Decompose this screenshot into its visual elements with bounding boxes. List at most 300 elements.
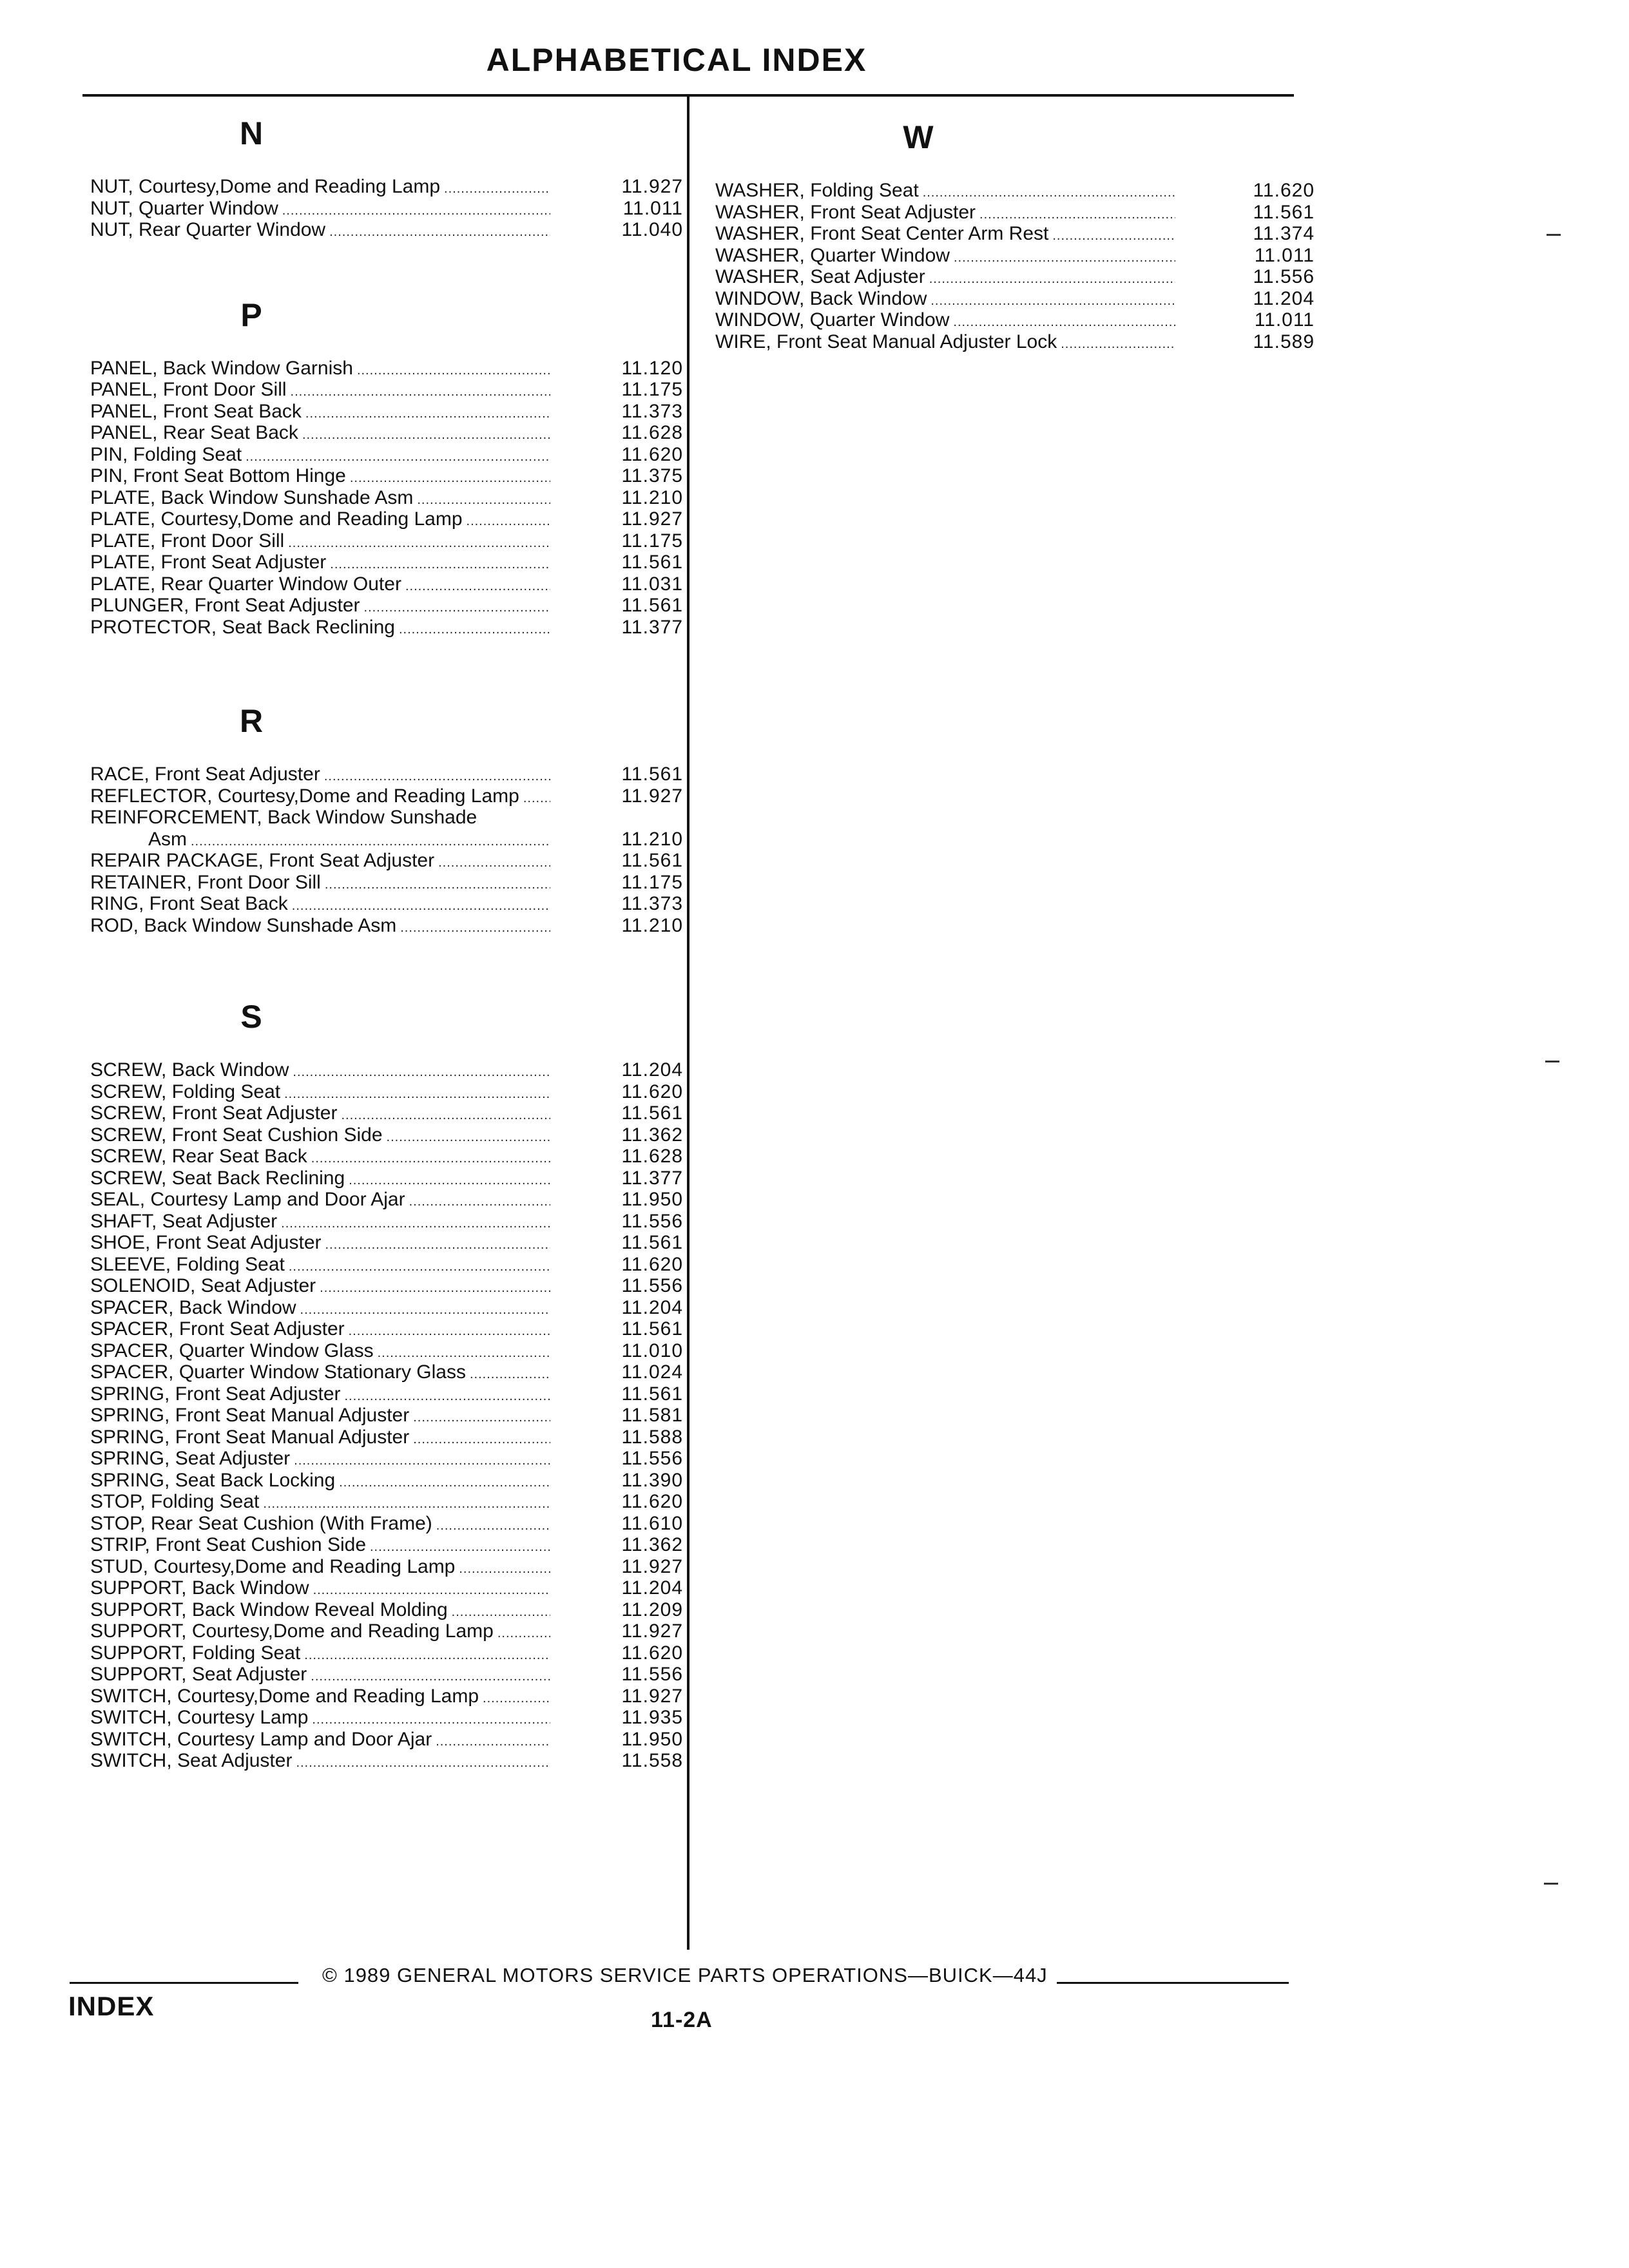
index-entry: [90, 785, 683, 807]
entry-row: [90, 915, 554, 939]
entry-page: 11.175: [621, 530, 683, 552]
entry-page: 11.620: [621, 1642, 683, 1664]
dot-leader: [341, 1105, 550, 1127]
entry-row: [90, 1059, 554, 1084]
entry-name: PLATE, Front Door Sill: [90, 530, 285, 552]
dot-leader: [313, 1580, 550, 1602]
entry-name: WASHER, Front Seat Center Arm Rest: [715, 223, 1049, 244]
entry-row: [90, 444, 554, 468]
entry-page: 11.210: [621, 486, 683, 508]
index-entry: [90, 358, 683, 380]
entry-row: [90, 1491, 554, 1515]
dot-leader: [400, 918, 550, 939]
dot-leader: [304, 1645, 550, 1667]
entry-row: [90, 1340, 554, 1365]
entry-row: [90, 1211, 554, 1235]
entry-row: [90, 1513, 554, 1537]
entry-page: 11.927: [621, 1685, 683, 1707]
index-entry: [90, 1405, 683, 1427]
entry-page: 11.620: [621, 1081, 683, 1102]
entry-row: [90, 465, 554, 490]
entry-row: [90, 1297, 554, 1321]
dot-leader: [497, 1623, 550, 1645]
entry-name: SPRING, Front Seat Manual Adjuster: [90, 1405, 410, 1426]
entry-name: SPACER, Front Seat Adjuster: [90, 1318, 345, 1340]
entry-name: STOP, Folding Seat: [90, 1491, 260, 1512]
entry-row: [90, 552, 554, 576]
dot-leader: [294, 1450, 550, 1472]
entry-name: PLATE, Rear Quarter Window Outer: [90, 573, 401, 595]
dot-leader: [929, 269, 1175, 291]
index-entry: [90, 915, 683, 937]
entry-page: 11.561: [621, 1383, 683, 1405]
index-section-p: [90, 291, 683, 639]
entry-name: PANEL, Front Door Sill: [90, 379, 287, 400]
entry-name: NUT, Courtesy,Dome and Reading Lamp: [90, 176, 441, 197]
entry-row: [90, 487, 554, 512]
entry-page: 11.556: [621, 1664, 683, 1685]
entry-name: WINDOW, Back Window: [715, 287, 927, 309]
entry-name: SUPPORT, Courtesy,Dome and Reading Lamp: [90, 1620, 494, 1642]
entry-name: SHAFT, Seat Adjuster: [90, 1210, 278, 1232]
entry-name: SPRING, Front Seat Adjuster: [90, 1383, 341, 1405]
entry-row: [715, 223, 1179, 247]
entry-page: 11.556: [621, 1210, 683, 1232]
entry-page: 11.561: [621, 1102, 683, 1124]
dot-leader: [320, 1278, 550, 1300]
dot-leader: [311, 1148, 550, 1170]
entry-name: WASHER, Seat Adjuster: [715, 266, 925, 287]
entry-row: [90, 1729, 554, 1753]
entry-row: [90, 1168, 554, 1192]
footer-page-number: 11-2A: [651, 2008, 713, 2032]
index-entry: [90, 1707, 683, 1729]
index-entry: [90, 872, 683, 894]
dot-leader: [979, 204, 1175, 226]
entry-page: 11.210: [621, 914, 683, 936]
index-column-left: [90, 97, 683, 1772]
scan-edge-mark: [1544, 1883, 1558, 1885]
entry-page: 11.935: [621, 1707, 683, 1728]
entry-name: SWITCH, Courtesy Lamp: [90, 1707, 309, 1728]
section-letter: N: [239, 115, 264, 151]
entry-page: 11.031: [621, 573, 683, 595]
dot-leader: [284, 1084, 550, 1106]
entry-name: SPACER, Quarter Window Stationary Glass: [90, 1361, 466, 1383]
scan-edge-mark: [1547, 234, 1561, 236]
index-entry: [90, 850, 683, 872]
entry-name: SPRING, Seat Adjuster: [90, 1448, 291, 1469]
entry-name: SCREW, Front Seat Cushion Side: [90, 1124, 383, 1146]
entry-row: [90, 617, 554, 641]
entry-row: [90, 530, 554, 555]
index-entry: [90, 1729, 683, 1751]
entry-name: SHOE, Front Seat Adjuster: [90, 1232, 322, 1253]
footer-section-label: INDEX: [68, 1991, 155, 2021]
entry-page: 11.210: [621, 828, 683, 850]
entry-name: PIN, Front Seat Bottom Hinge: [90, 465, 346, 486]
index-entry: [90, 617, 683, 639]
dot-leader: [954, 247, 1175, 269]
entry-row: [715, 266, 1179, 291]
dot-leader: [293, 1062, 550, 1084]
entry-name: STRIP, Front Seat Cushion Side: [90, 1534, 366, 1555]
index-entry: [90, 1146, 683, 1168]
index-entry: [90, 1642, 683, 1664]
dot-leader: [305, 403, 550, 425]
entry-name: RETAINER, Front Door Sill: [90, 871, 321, 893]
entry-page: 11.556: [621, 1448, 683, 1469]
entry-row: [715, 288, 1179, 312]
index-entry: [90, 1448, 683, 1470]
entry-name: SCREW, Front Seat Adjuster: [90, 1102, 338, 1124]
entry-page: 11.950: [621, 1728, 683, 1750]
entry-row: [90, 1318, 554, 1343]
index-entry: [90, 379, 683, 401]
entry-page: 11.373: [621, 400, 683, 422]
entry-page: 11.362: [621, 1124, 683, 1146]
dot-leader: [357, 360, 550, 382]
scan-edge-mark: [1545, 1061, 1559, 1062]
entry-page: 11.204: [621, 1059, 683, 1081]
entry-page: 11.927: [621, 508, 683, 530]
entry-page: 11.620: [621, 1253, 683, 1275]
entry-row: [90, 1254, 554, 1278]
index-entry: [90, 508, 683, 530]
column-divider: [687, 94, 689, 1950]
index-entry: [90, 176, 683, 198]
dot-leader: [246, 447, 550, 468]
entry-name: SPACER, Quarter Window Glass: [90, 1340, 374, 1361]
entry-page: 11.610: [621, 1512, 683, 1534]
dot-leader: [436, 1515, 550, 1537]
dot-leader: [417, 490, 550, 512]
entry-page: 11.628: [621, 1146, 683, 1167]
entry-row: [90, 1146, 554, 1170]
index-entry: [715, 331, 1315, 353]
entry-row: [90, 1620, 554, 1645]
index-section-n: [90, 110, 683, 241]
entry-name: RING, Front Seat Back: [90, 893, 288, 914]
index-entry: [90, 1686, 683, 1707]
entry-name: PANEL, Back Window Garnish: [90, 357, 353, 379]
entry-row: [715, 245, 1179, 269]
entry-row: [90, 1081, 554, 1106]
index-entry: [90, 807, 683, 829]
index-entry: [90, 1102, 683, 1124]
entry-name-continuation: Asm: [148, 828, 187, 850]
dot-leader: [438, 852, 550, 874]
entry-row: [90, 1534, 554, 1559]
entry-row: [90, 1642, 554, 1667]
dot-leader: [329, 222, 550, 244]
entry-row: [90, 1361, 554, 1386]
entry-page: 11.927: [621, 785, 683, 807]
entry-name: SPRING, Seat Back Locking: [90, 1469, 336, 1491]
entry-name: PLATE, Back Window Sunshade Asm: [90, 486, 414, 508]
entry-page: 11.561: [1253, 201, 1315, 223]
entry-page: 11.204: [621, 1577, 683, 1599]
entry-name: SPRING, Front Seat Manual Adjuster: [90, 1426, 410, 1448]
entry-page: 11.589: [1253, 331, 1315, 352]
entry-page: 11.950: [621, 1189, 683, 1210]
dot-leader: [311, 1666, 550, 1688]
index-entry: [90, 1318, 683, 1340]
entry-row: [90, 358, 554, 382]
entry-page: 11.011: [1254, 309, 1315, 331]
entry-page: 11.204: [621, 1296, 683, 1318]
entry-row: [90, 1102, 554, 1127]
index-entry: [90, 1534, 683, 1556]
entry-row: [90, 764, 554, 788]
entry-row: [90, 595, 554, 619]
entry-page: 11.561: [621, 595, 683, 616]
section-letter: S: [240, 999, 262, 1035]
dot-leader: [300, 1300, 550, 1321]
dot-leader: [405, 576, 550, 598]
dot-leader: [291, 381, 550, 403]
entry-name: WASHER, Quarter Window: [715, 244, 950, 266]
index-entry: [90, 1664, 683, 1686]
index-entry: [715, 245, 1315, 267]
entry-page: 11.620: [621, 443, 683, 465]
entry-name: SUPPORT, Back Window: [90, 1577, 309, 1599]
entry-row: [715, 309, 1179, 334]
entry-row: [90, 176, 554, 200]
index-entry: [715, 288, 1315, 310]
entry-name: PLATE, Front Seat Adjuster: [90, 552, 327, 573]
dot-leader: [350, 468, 550, 490]
entry-name: SUPPORT, Back Window Reveal Molding: [90, 1599, 448, 1620]
entry-name: PANEL, Front Seat Back: [90, 400, 302, 422]
index-section-r: [90, 697, 683, 936]
dot-leader: [364, 597, 550, 619]
dot-leader: [444, 178, 550, 200]
dot-leader: [288, 533, 550, 555]
entry-row: [90, 573, 554, 598]
entry-page: 11.620: [621, 1491, 683, 1512]
index-section-w: [715, 113, 1315, 352]
index-entry: [715, 266, 1315, 288]
entry-page: 11.375: [621, 465, 683, 486]
entry-page: 11.377: [621, 616, 683, 638]
entry-row: [715, 180, 1179, 204]
entry-page: 11.390: [621, 1469, 683, 1491]
dot-leader: [330, 554, 550, 576]
entry-name: REPAIR PACKAGE, Front Seat Adjuster: [90, 850, 435, 871]
dot-leader: [302, 425, 550, 447]
index-entry: [90, 219, 683, 241]
entry-row: [90, 422, 554, 447]
index-entry: [90, 1361, 683, 1383]
entry-page: 11.010: [621, 1340, 683, 1361]
index-entry: [90, 1189, 683, 1211]
index-entry: [90, 552, 683, 573]
entry-page: 11.374: [1253, 223, 1315, 244]
index-entry: [90, 764, 683, 785]
entry-row: [90, 379, 554, 403]
entry-row: [90, 1599, 554, 1624]
entry-row: [90, 1427, 554, 1451]
index-entry: [90, 1275, 683, 1297]
dot-leader: [387, 1127, 550, 1149]
dot-leader: [483, 1688, 550, 1710]
entry-row: [90, 872, 554, 896]
footer-rule-left: [70, 1982, 298, 1984]
dot-leader: [263, 1494, 550, 1515]
dot-leader: [436, 1731, 550, 1753]
entry-row: [90, 893, 554, 918]
entry-name: SLEEVE, Folding Seat: [90, 1253, 285, 1275]
index-entry: [90, 401, 683, 423]
entry-name: SWITCH, Courtesy,Dome and Reading Lamp: [90, 1685, 479, 1707]
entry-name: PROTECTOR, Seat Back Reclining: [90, 616, 395, 638]
index-entry: [90, 1427, 683, 1448]
index-entry: [90, 573, 683, 595]
entry-row: [90, 1470, 554, 1494]
entry-name: REINFORCEMENT, Back Window Sunshade: [90, 807, 477, 828]
index-entry: [90, 465, 683, 487]
entry-row: [90, 198, 554, 222]
dot-leader: [399, 619, 550, 641]
index-entry: [90, 1254, 683, 1276]
entry-name: NUT, Rear Quarter Window: [90, 219, 326, 240]
dot-leader: [191, 831, 550, 853]
index-entry: [90, 1211, 683, 1233]
entry-page: 11.040: [621, 219, 683, 240]
entry-page: 11.377: [621, 1167, 683, 1189]
index-entry: [715, 309, 1315, 331]
entry-name: ROD, Back Window Sunshade Asm: [90, 914, 397, 936]
dot-leader: [349, 1170, 550, 1192]
entry-name: PLATE, Courtesy,Dome and Reading Lamp: [90, 508, 463, 530]
dot-leader: [339, 1472, 550, 1494]
entry-name: SCREW, Folding Seat: [90, 1081, 281, 1102]
dot-leader: [312, 1709, 550, 1731]
index-entry: [90, 1491, 683, 1513]
entry-row: [90, 219, 554, 244]
entry-row: [90, 1577, 554, 1602]
entry-name: WASHER, Folding Seat: [715, 180, 919, 201]
entry-page: 11.362: [621, 1534, 683, 1555]
entry-page: 11.120: [621, 357, 683, 379]
entry-page: 11.373: [621, 893, 683, 914]
index-entry: [90, 1556, 683, 1578]
entry-page: 11.556: [621, 1275, 683, 1296]
dot-leader: [325, 874, 550, 896]
entry-name: SOLENOID, Seat Adjuster: [90, 1275, 316, 1296]
entry-name: SCREW, Seat Back Reclining: [90, 1167, 345, 1189]
index-entry: [715, 223, 1315, 245]
entry-name: SEAL, Courtesy Lamp and Door Ajar: [90, 1189, 405, 1210]
entry-page: 11.561: [621, 764, 683, 785]
index-entry: [90, 595, 683, 617]
entry-page: 11.556: [1253, 266, 1315, 287]
index-entry: [90, 1513, 683, 1535]
dot-leader: [413, 1407, 550, 1429]
dot-leader: [930, 291, 1175, 312]
dot-leader: [1061, 334, 1175, 356]
index-entry: [715, 202, 1315, 224]
entry-row: [90, 1275, 554, 1300]
index-entry: [90, 1168, 683, 1189]
index-entry: [90, 1620, 683, 1642]
entry-name: SWITCH, Courtesy Lamp and Door Ajar: [90, 1728, 432, 1750]
entry-name: STOP, Rear Seat Cushion (With Frame): [90, 1512, 432, 1534]
entry-name: WASHER, Front Seat Adjuster: [715, 201, 976, 223]
entry-row: [90, 829, 554, 853]
entry-page: 11.175: [621, 379, 683, 400]
entry-row: [90, 785, 554, 810]
entry-row: [90, 1664, 554, 1688]
index-entry: [90, 530, 683, 552]
section-letter: W: [903, 119, 934, 155]
entry-row: [715, 331, 1179, 356]
entry-name: REFLECTOR, Courtesy,Dome and Reading Lamp: [90, 785, 519, 807]
index-entry: [90, 1599, 683, 1621]
entry-row: [90, 1383, 554, 1408]
index-entry: [90, 1124, 683, 1146]
entry-page: 11.927: [621, 176, 683, 197]
dot-leader: [289, 1256, 550, 1278]
dot-leader: [370, 1537, 550, 1559]
entry-page: 11.011: [1254, 244, 1315, 266]
dot-leader: [282, 200, 550, 222]
index-entry: [90, 1059, 683, 1081]
index-entry: [90, 1081, 683, 1103]
entry-row: [90, 1750, 554, 1774]
index-entry: [90, 422, 683, 444]
entry-page: 11.561: [621, 1232, 683, 1253]
entry-name: PLUNGER, Front Seat Adjuster: [90, 595, 360, 616]
dot-leader: [953, 312, 1175, 334]
index-column-right: [715, 97, 1315, 352]
entry-page: 11.561: [621, 850, 683, 871]
index-entry: [90, 444, 683, 466]
entry-name: SUPPORT, Seat Adjuster: [90, 1664, 307, 1685]
entry-page: 11.204: [1253, 287, 1315, 309]
entry-row: [90, 1405, 554, 1429]
section-letter: P: [240, 296, 262, 333]
entry-page: 11.588: [621, 1426, 683, 1448]
entry-name: PIN, Folding Seat: [90, 443, 242, 465]
index-entry: [90, 1470, 683, 1492]
index-entry: [90, 1340, 683, 1362]
dot-leader: [452, 1602, 550, 1624]
index-entry-continuation: [90, 829, 683, 850]
entry-row: [90, 1124, 554, 1149]
footer-copyright: © 1989 GENERAL MOTORS SERVICE PARTS OPERATIONS—BUICK—44J: [322, 1964, 1048, 1986]
dot-leader: [296, 1753, 550, 1774]
dot-leader: [413, 1429, 550, 1451]
entry-name: NUT, Quarter Window: [90, 197, 278, 219]
entry-row: [90, 850, 554, 874]
entry-page: 11.209: [621, 1599, 683, 1620]
index-entry: [90, 1297, 683, 1319]
index-entry: [90, 487, 683, 509]
entry-name: WINDOW, Quarter Window: [715, 309, 950, 331]
entry-page: 11.558: [621, 1750, 683, 1771]
dot-leader: [292, 896, 550, 918]
entry-page: 11.024: [621, 1361, 683, 1383]
index-entry: [90, 1750, 683, 1772]
dot-leader: [470, 1364, 550, 1386]
section-letter: R: [239, 703, 264, 739]
dot-leader: [325, 1235, 551, 1256]
entry-page: 11.175: [621, 871, 683, 893]
entry-name: RACE, Front Seat Adjuster: [90, 764, 320, 785]
entry-row: [90, 1686, 554, 1710]
